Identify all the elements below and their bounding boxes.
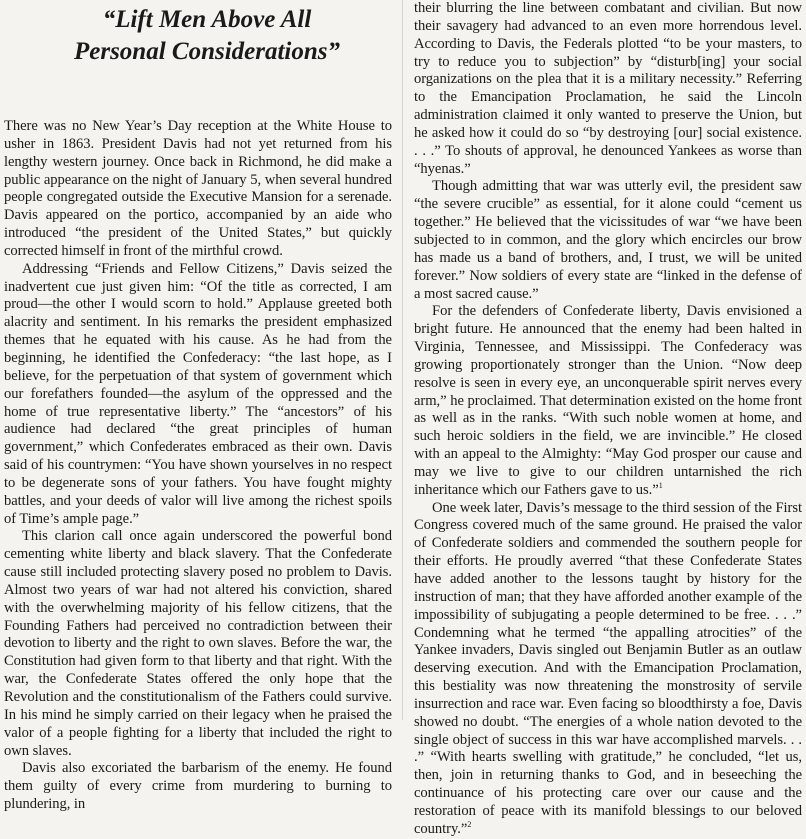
title-spacer [4,68,392,118]
paragraph-one-week-later [414,500,802,839]
paragraph-clarion-call: This clarion call once again underscored the powerful bond cementing white liberty and black slavery. That the Confederate cause still included protecting slavery posed no problem to Davis. Almost two years of war had not altered his conviction, shared with the overwhelming majority of his fellow citizens, that the Founding Fathers had perceived no contradiction between their devotion to liberty and the right to own slaves. Before the war, the Constitution had given form to that liberty and that right. With the war, the Confederate States offered the only hope that the Revolution and the constitutionalism of the Fathers could survive. In his mind he simply carried on their legacy when he praised the valor of a people fighting for a liberty that included the right to own slaves. [4,528,392,759]
chapter-title [4,0,392,68]
paragraph-bright-future-text: For the defenders of Confederate liberty, Davis envisioned a bright future. He announced that the enemy had been halted in Virginia, Tennessee, and Mississippi. The Confederacy was growing proportionately stronger than the Union. “Now deep resolve is seen in every eye, an unconquerable spirit nerves every arm,” he proclaimed. That determination existed on the home front as well as in the ranks. “With such noble women at home, and such heroic soldiers in the field, we are invincible.” He closed with an appeal to the Almighty: “May God prosper our cause and may we live to give to our children untarnished the rich inheritance which our Fathers gave to us.” [414,303,802,498]
right-column [414,0,802,839]
paragraph-bright-future [414,303,802,499]
left-column [4,0,392,814]
paragraph-addressing: Addressing “Friends and Fellow Citizens,” Davis seized the inadvertent cue just given him: “Of the title as corrected, I am proud—the other I would scorn to hold.” Applause greeted both alacrity and sentiment. In his remarks the president emphasized themes that he equated with his cause. As he had from the beginning, he identified the Confederacy: “the last hope, as I believe, for the perpetuation of that system of government which our forefathers founded—the asylum of the oppressed and the home of true representative liberty.” The “ancestors” of his audience had declared “the great principles of human government,” which Confederates embraced as their own. Davis said of his countrymen: “You have shown yourselves in no respect to be degenerate sons of your fathers. You have fought mighty battles, and your deeds of valor will live among the richest spoils of Time’s ample page.” [4,260,392,527]
paragraph-one-week-later-text: One week later, Davis’s message to the third session of the First Congress covered much of the same ground. He praised the valor of Confederate soldiers and commended the southern people for their efforts. He proudly averred “that these Confederate States have added another to the lessons taught by history for the instruction of man; that they have afforded another example of the impossibility of subjugating a people determined to be free. . . .” Condemning what he termed “the appalling atrocities” of the Yankee invaders, Davis singled out Benjamin Butler as an outlaw deserving execution. And with the Emancipation Proclamation, this bestiality was now threatening the monstrosity of servile insurrection and race war. Even facing so bloodthirsty a foe, Davis showed no doubt. “The energies of a whole nation devoted to the single object of success in this war have accomplished marvels. . . .” “With hearts swelling with gratitude,” he concluded, “let us, then, join in returning thanks to God, and in beseeching the continuance of his protecting care over our cause and the restoration of peace with its manifold blessings to our beloved country.” [414,499,802,837]
paragraph-new-year: There was no New Year’s Day reception at the White House to usher in 1863. President Davis had not yet returned from his lengthy western journey. Once back in Richmond, he did make a public appearance on the night of January 5, when several hundred people congregated outside the Executive Mansion for a serenade. Davis appeared on the portico, accompanied by an aide who introduced “the president of the United States,” but quickly corrected himself in front of the mirthful crowd. [4,118,392,259]
paragraph-savagery: their blurring the line between combatant and civilian. But now their savagery had advanced to an even more horrendous level. According to Davis, the Federals plotted “to be your masters, to try to reduce you to subjection” by “disturb[ing] your social organizations on the plea that it is a military necessity.” Referring to the Emancipation Proclamation, he said the Lincoln administration claimed it only wanted to preserve the Union, but he asked how it could do so “by destroying [our] social existence. . . .” To shouts of approval, he denounced Yankees as worse than “hyenas.” [414,0,802,177]
paragraph-barbarism: Davis also excoriated the barbarism of the enemy. He found them guilty of every crime from murdering to burning to plundering, in [4,760,392,813]
column-gutter [402,0,403,720]
chapter-title-line-2: Personal Considerations” [73,38,341,65]
footnote-mark-2[interactable]: 2 [467,819,472,829]
paragraph-crucible: Though admitting that war was utterly evil, the president saw “the severe crucible” as essential, for it alone could “cement us together.” He believed that the vicissitudes of war “we have been subjected to in common, and the glory which encircles our brow has made us a band of brothers, and, I trust, we will be united forever.” Now soldiers of every state are “linked in the defense of a most sacred cause.” [414,178,802,302]
chapter-title-line-1: “Lift Men Above All [102,6,312,33]
footnote-mark-1[interactable]: 1 [658,480,663,490]
